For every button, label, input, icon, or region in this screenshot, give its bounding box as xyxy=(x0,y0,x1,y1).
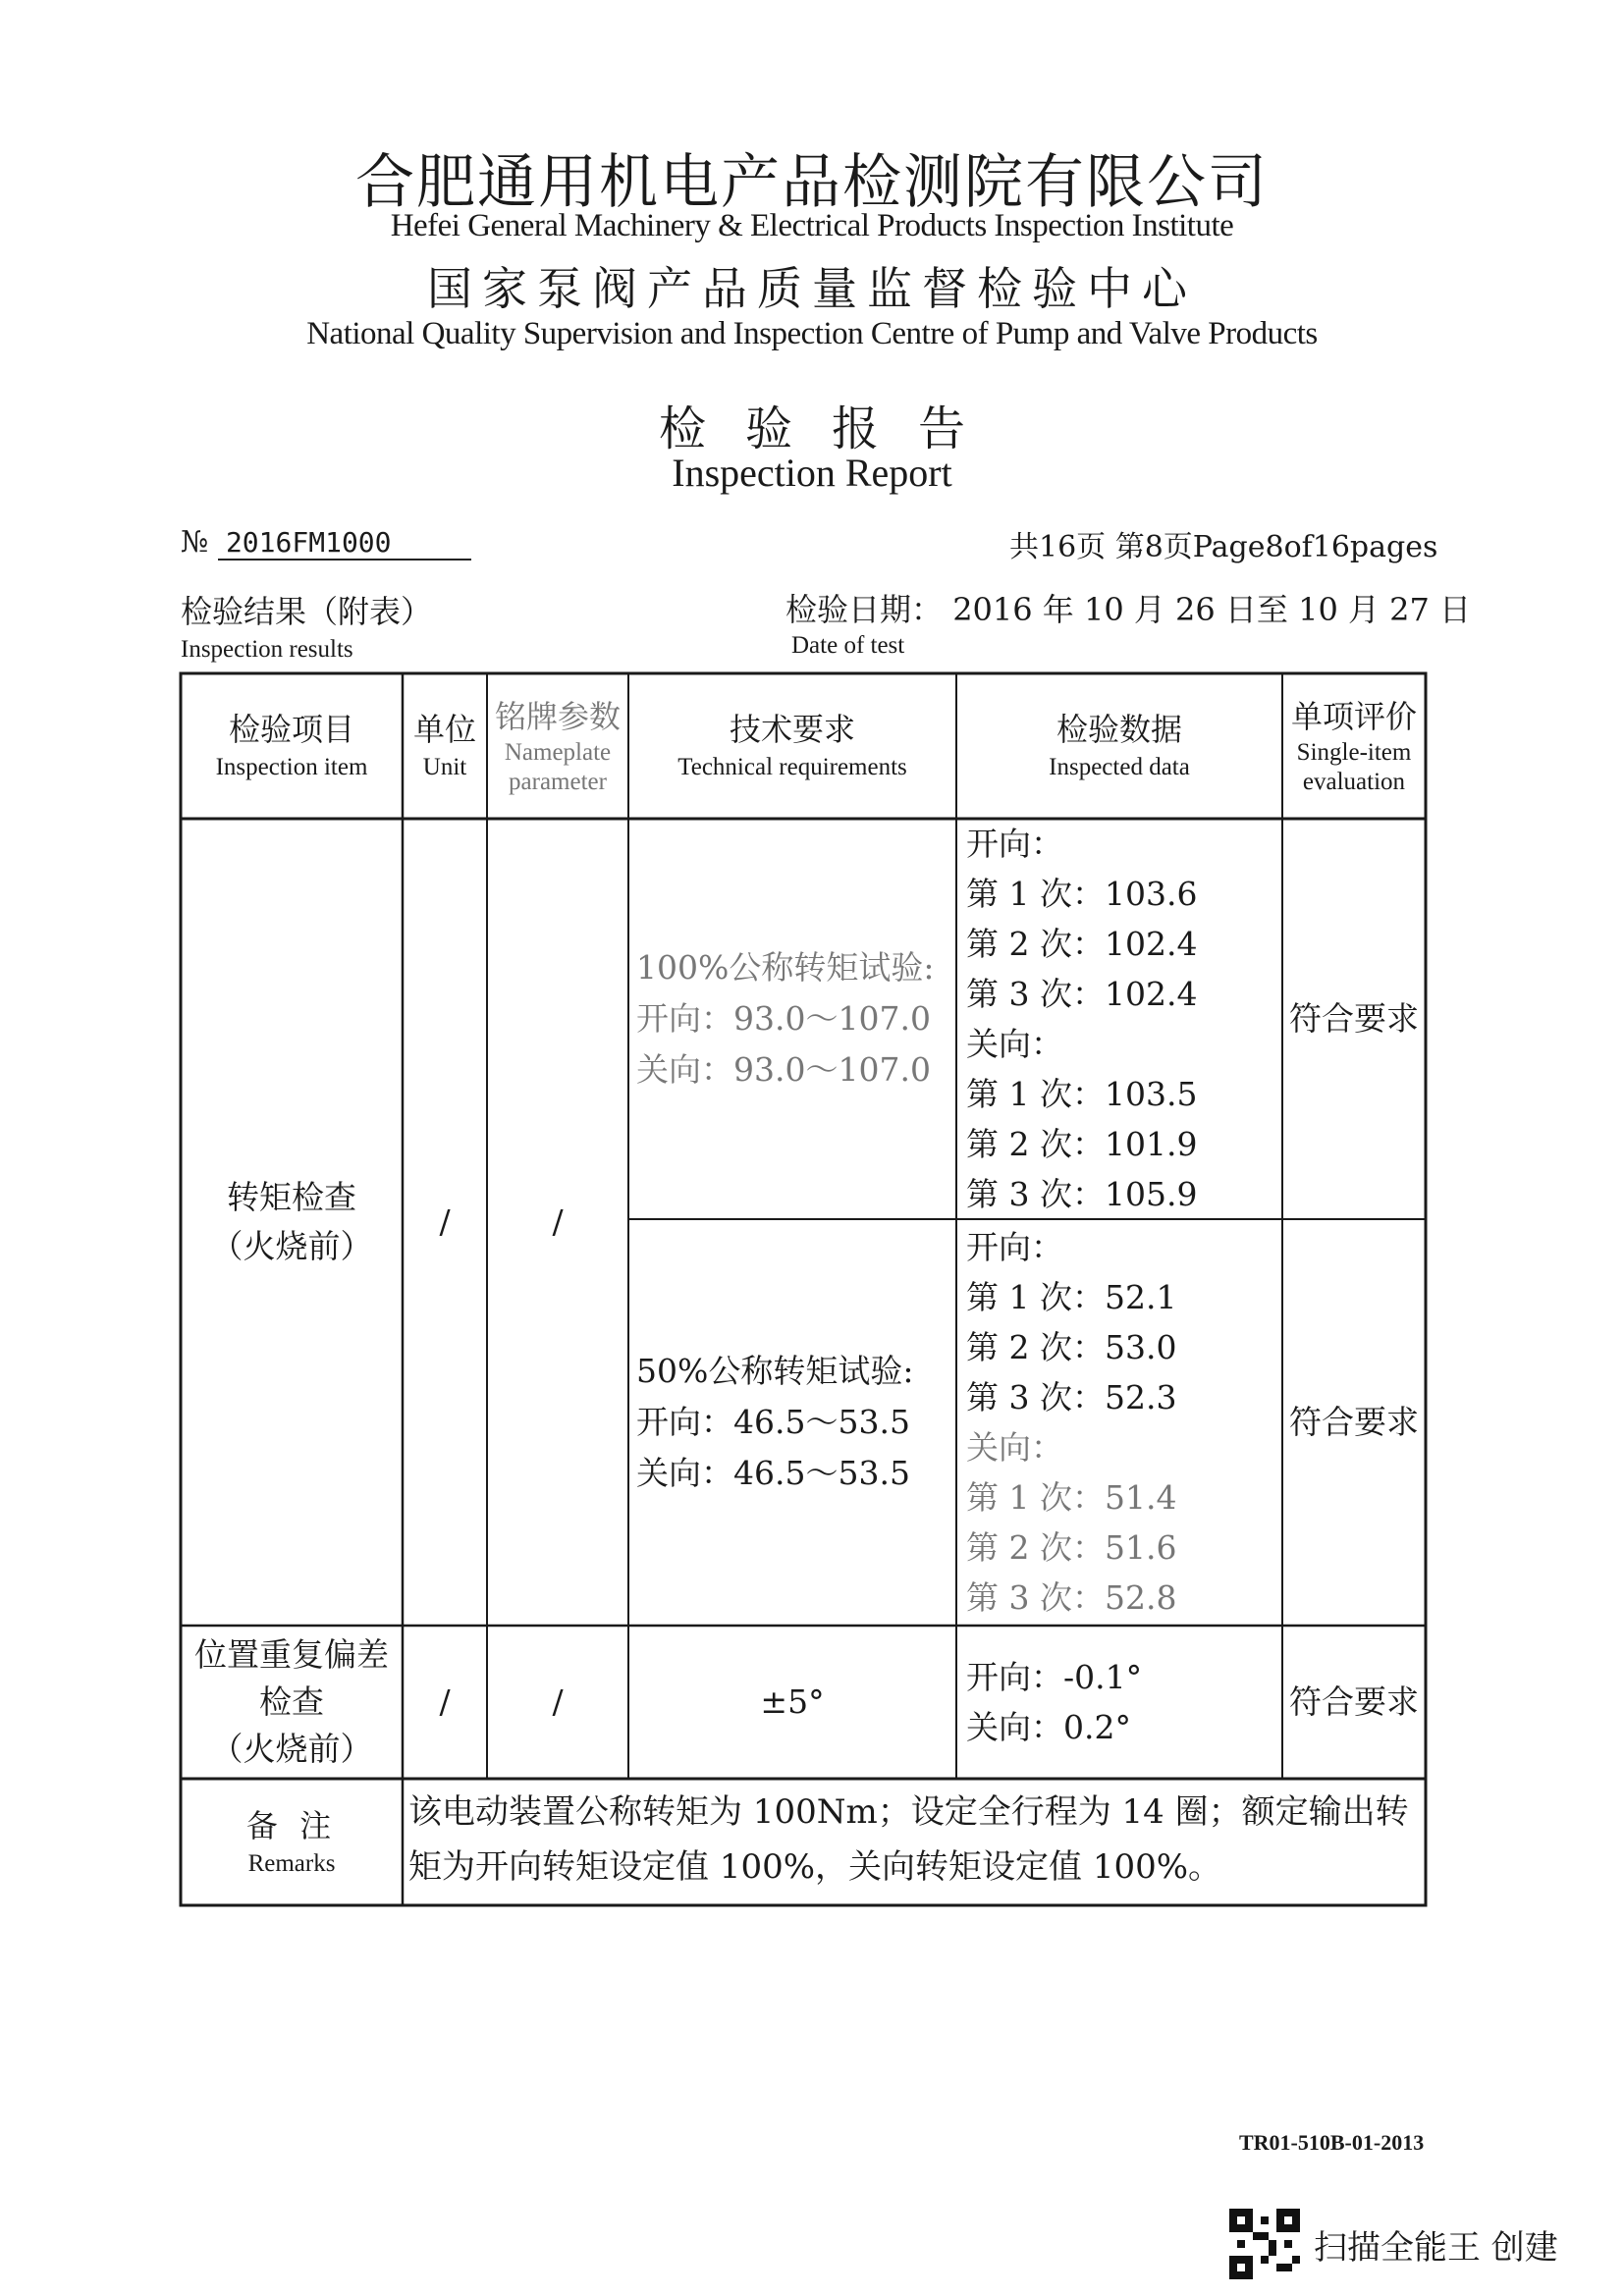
torque-item-line2: （火烧前） xyxy=(210,1227,373,1265)
header-eval-en2: evaluation xyxy=(1302,769,1406,795)
center-name-cn: 国家泵阀产品质量监督检验中心 xyxy=(427,262,1197,315)
data-100-open-label: 开向： xyxy=(966,825,1063,863)
req-50 xyxy=(636,1219,950,1626)
torque-nameplate: / xyxy=(552,1202,564,1241)
remarks-label xyxy=(181,1779,403,1905)
org-name-cn: 合肥通用机电产品检测院有限公司 xyxy=(355,148,1269,217)
scanner-text: 扫描全能王 创建 xyxy=(1314,2227,1558,2268)
req-100-close: 关向：93.0～107.0 xyxy=(636,1050,931,1089)
header-unit-en: Unit xyxy=(422,754,467,780)
data-100-close-1: 第 1 次：103.5 xyxy=(966,1075,1198,1113)
data-100-close-label: 关向： xyxy=(966,1025,1063,1063)
test-date-value: 2016 年 10 月 26 日至 10 月 27 日 xyxy=(952,591,1472,628)
data-50-close-1: 第 1 次：51.4 xyxy=(966,1478,1177,1517)
header-nameplate-en2: parameter xyxy=(509,769,607,795)
test-date-label-en: Date of test xyxy=(791,632,905,659)
position-item-line3: （火烧前） xyxy=(210,1730,373,1768)
position-eval: 符合要求 xyxy=(1289,1682,1419,1721)
header-data-cn: 检验数据 xyxy=(1056,711,1182,748)
data-100-close-2: 第 2 次：101.9 xyxy=(966,1125,1198,1163)
header-tech-en: Technical requirements xyxy=(677,754,907,780)
data-50-close-2: 第 2 次：51.6 xyxy=(966,1528,1177,1567)
position-data-close: 关向：0.2° xyxy=(966,1708,1131,1746)
req-50-open: 开向：46.5～53.5 xyxy=(636,1403,910,1441)
header-data xyxy=(956,673,1282,819)
data-50-open-label: 开向： xyxy=(966,1228,1063,1266)
report-number-label: № xyxy=(181,525,209,560)
data-50-close-3: 第 3 次：52.8 xyxy=(966,1578,1177,1617)
header-item xyxy=(181,673,403,819)
position-item-line1: 位置重复偏差 xyxy=(194,1635,389,1674)
header-eval xyxy=(1282,673,1426,819)
data-100-open-2: 第 2 次：102.4 xyxy=(966,925,1198,963)
position-unit: / xyxy=(439,1682,451,1721)
data-50-open-2: 第 2 次：53.0 xyxy=(966,1328,1177,1366)
header-item-cn: 检验项目 xyxy=(228,711,354,748)
position-nameplate: / xyxy=(552,1682,564,1721)
header-nameplate-en1: Nameplate xyxy=(504,739,612,766)
torque-item xyxy=(181,819,403,1626)
report-number-value: 2016FM1000 xyxy=(218,526,471,561)
data-100-open-1: 第 1 次：103.6 xyxy=(966,875,1198,913)
header-item-en: Inspection item xyxy=(215,754,368,780)
results-label-en: Inspection results xyxy=(181,636,353,663)
torque-item-line1: 转矩检查 xyxy=(227,1178,356,1216)
remarks-label-cn: 备 注 xyxy=(245,1806,338,1844)
form-code: TR01-510B-01-2013 xyxy=(1239,2130,1425,2155)
scanner-watermark xyxy=(1229,2209,1558,2279)
data-50-close-label: 关向： xyxy=(966,1428,1063,1467)
qr-code-icon xyxy=(1229,2209,1300,2279)
req-50-close: 关向：46.5～53.5 xyxy=(636,1454,910,1492)
header-data-en: Inspected data xyxy=(1049,754,1190,780)
remarks-label-en: Remarks xyxy=(247,1849,336,1877)
header-eval-en1: Single-item xyxy=(1296,739,1412,766)
remarks-text: 该电动装置公称转矩为 100Nm；设定全行程为 14 圈；额定输出转矩为开向转矩设定值 100%，关向转矩设定值 100%。 xyxy=(408,1792,1409,1887)
results-label-cn: 检验结果（附表） xyxy=(181,593,433,630)
header-eval-cn: 单项评价 xyxy=(1290,698,1417,735)
data-50 xyxy=(966,1219,1276,1626)
header-tech-cn: 技术要求 xyxy=(729,711,855,748)
position-item-line2: 检查 xyxy=(259,1682,324,1721)
data-50-open-1: 第 1 次：52.1 xyxy=(966,1278,1177,1316)
test-date-label: 检验日期： xyxy=(785,591,944,628)
data-100-open-3: 第 3 次：102.4 xyxy=(966,975,1198,1013)
position-data-open: 开向：-0.1° xyxy=(966,1658,1143,1696)
header-unit-cn: 单位 xyxy=(412,711,476,748)
org-name-en: Hefei General Machinery & Electrical Products Inspection Institute xyxy=(390,208,1234,243)
eval-100: 符合要求 xyxy=(1289,999,1419,1038)
header-nameplate xyxy=(487,673,628,819)
header-tech xyxy=(628,673,956,819)
report-title-cn: 检验报告 xyxy=(658,401,1004,456)
position-req: ±5° xyxy=(760,1682,825,1721)
data-100 xyxy=(966,819,1276,1219)
torque-unit: / xyxy=(439,1202,451,1241)
header-nameplate-cn: 铭牌参数 xyxy=(494,698,621,735)
position-item xyxy=(181,1626,403,1779)
header-unit xyxy=(403,673,487,819)
page-info: 共16页 第8页Page8of16pages xyxy=(1009,530,1438,564)
req-100-title: 100%公称转矩试验: xyxy=(636,948,935,987)
data-100-close-3: 第 3 次：105.9 xyxy=(966,1175,1198,1213)
req-100 xyxy=(636,819,950,1219)
center-name-en: National Quality Supervision and Inspection Centre of Pump and Valve Products xyxy=(306,316,1318,351)
eval-50: 符合要求 xyxy=(1289,1403,1419,1441)
position-data xyxy=(966,1626,1276,1779)
req-50-title: 50%公称转矩试验: xyxy=(636,1352,914,1390)
report-title-en: Inspection Report xyxy=(672,451,952,495)
data-50-open-3: 第 3 次：52.3 xyxy=(966,1378,1177,1416)
req-100-open: 开向：93.0～107.0 xyxy=(636,999,931,1038)
